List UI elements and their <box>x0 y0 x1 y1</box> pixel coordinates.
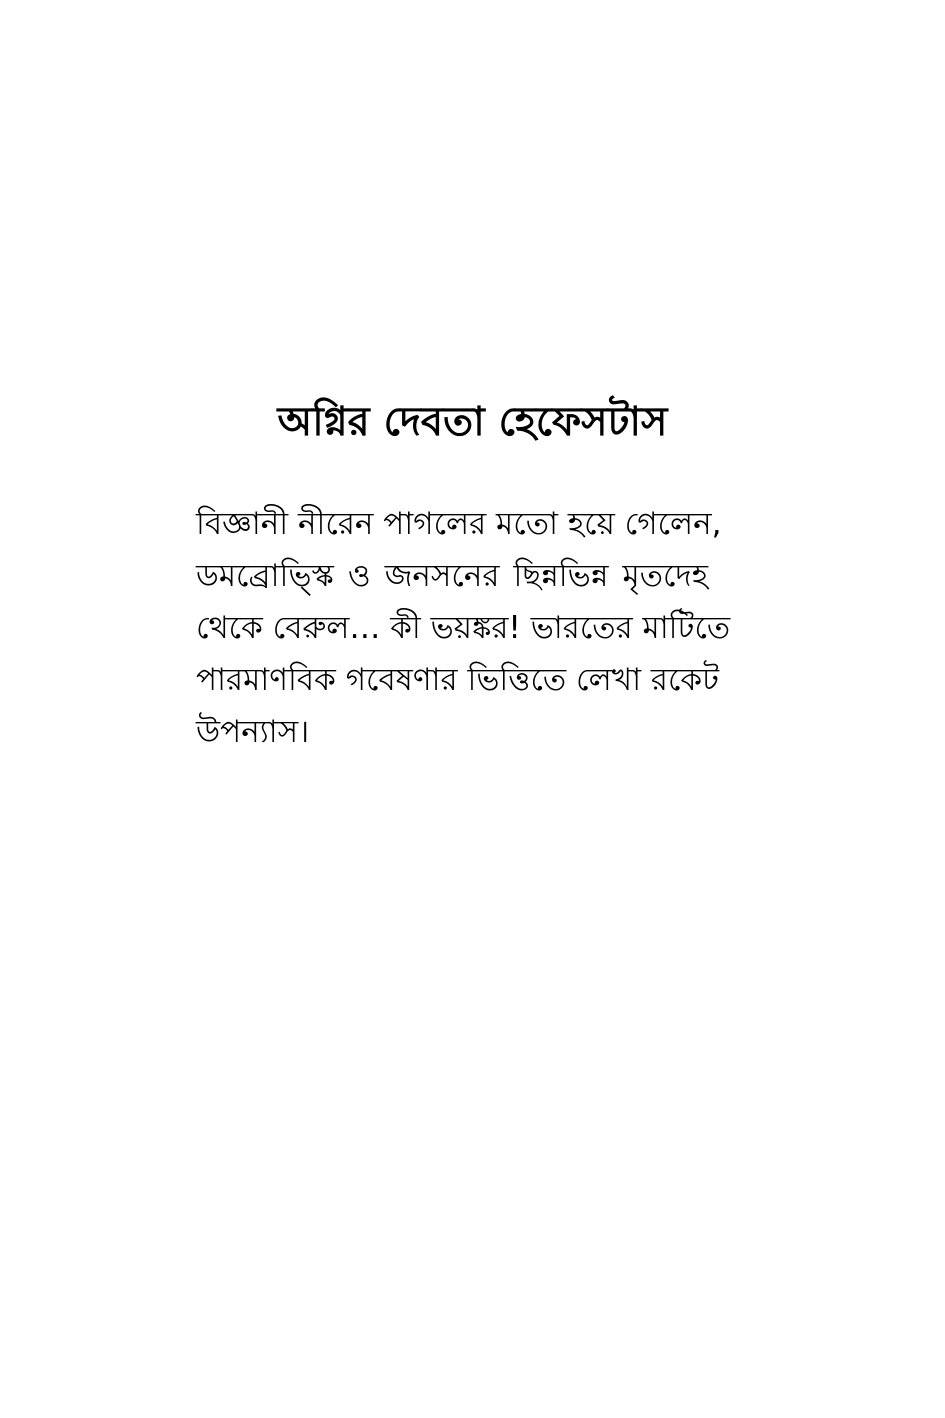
blurb-line: থেকে বেরুল… কী ভয়ঙ্কর! ভারতের মাটিতে <box>196 610 731 646</box>
blurb-line: উপন্যাস। <box>196 714 310 750</box>
blurb-line: ডমব্রোভ্স্কি ও জনসনের ছিন্নভিন্ন মৃতদেহ <box>196 558 708 594</box>
blurb-paragraph <box>196 498 731 758</box>
book-title: অগ্নির দেবতা হেফেসটাস <box>277 399 668 445</box>
blurb-line: বিজ্ঞানী নীরেন পাগলের মতো হয়ে গেলেন, <box>196 506 722 542</box>
blurb-line: পারমাণবিক গবেষণার ভিত্তিতে লেখা রকেট <box>196 662 719 698</box>
